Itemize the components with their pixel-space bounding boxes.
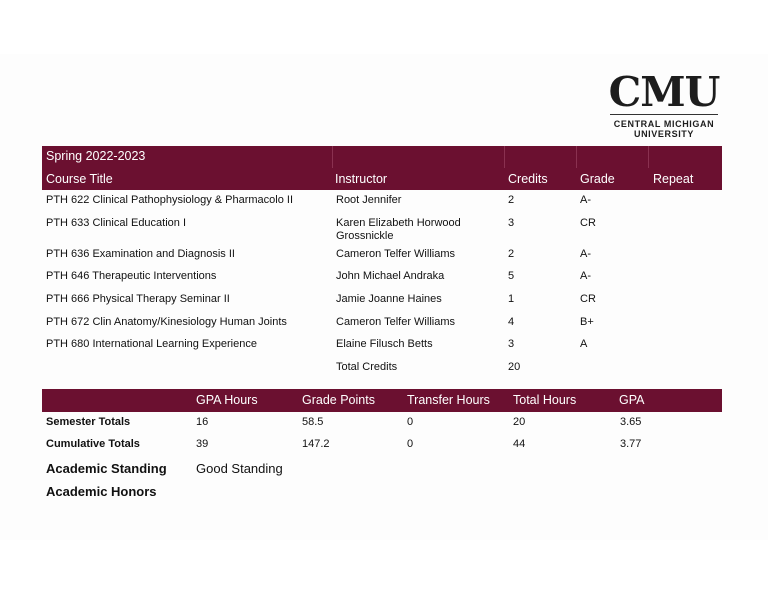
logo-line-1: CENTRAL MICHIGAN (613, 119, 715, 129)
course-title: PTH 636 Examination and Diagnosis II (46, 248, 235, 260)
course-instructor-line-2: Grossnickle (336, 230, 394, 242)
course-grade: CR (580, 293, 596, 305)
column-divider (648, 146, 649, 168)
course-credits: 2 (508, 248, 515, 260)
cumulative-gpa-hours: 39 (196, 438, 209, 450)
course-title: PTH 646 Therapeutic Interventions (46, 270, 217, 282)
academic-honors-label: Academic Honors (46, 484, 157, 499)
cumulative-gpa: 3.77 (620, 438, 642, 450)
course-instructor: Karen Elizabeth Horwood (336, 217, 461, 229)
logo-line-2: UNIVERSITY (633, 129, 694, 139)
course-instructor: Root Jennifer (336, 194, 402, 206)
course-grade: B+ (580, 316, 594, 328)
course-grade: A- (580, 194, 591, 206)
course-credits: 3 (508, 217, 515, 229)
course-title: PTH 633 Clinical Education I (46, 217, 187, 229)
course-credits: 5 (508, 270, 515, 282)
course-title: PTH 680 International Learning Experience (46, 338, 257, 350)
logo-rule (610, 114, 718, 115)
course-instructor: John Michael Andraka (336, 270, 445, 282)
semester-totals-label: Semester Totals (46, 416, 131, 428)
cumulative-total-hours: 44 (513, 438, 526, 450)
column-divider (332, 146, 333, 168)
header-course-title: Course Title (46, 172, 113, 186)
course-grade: A- (580, 270, 591, 282)
semester-transfer-hours: 0 (407, 416, 414, 428)
total-credits-value: 20 (508, 361, 521, 373)
course-credits: 1 (508, 293, 515, 305)
course-grade: A (580, 338, 588, 350)
course-instructor: Jamie Joanne Haines (336, 293, 442, 305)
header-grade: Grade (580, 172, 615, 186)
header-instructor: Instructor (335, 172, 388, 186)
cumulative-transfer-hours: 0 (407, 438, 414, 450)
course-instructor: Cameron Telfer Williams (336, 316, 455, 328)
header-credits: Credits (508, 172, 548, 186)
column-divider (576, 146, 577, 168)
course-instructor: Cameron Telfer Williams (336, 248, 455, 260)
semester-gpa: 3.65 (620, 416, 642, 428)
semester-grade-points: 58.5 (302, 416, 324, 428)
term-label: Spring 2022-2023 (46, 149, 146, 163)
academic-standing-value: Good Standing (196, 461, 283, 476)
course-title: PTH 622 Clinical Pathophysiology & Pharmacolo II (46, 194, 294, 206)
cumulative-totals-label: Cumulative Totals (46, 438, 140, 450)
header-total-hours: Total Hours (513, 393, 577, 407)
semester-gpa-hours: 16 (196, 416, 209, 428)
logo-wordmark: CMU (608, 68, 720, 116)
course-credits: 3 (508, 338, 515, 350)
cmu-logo (606, 68, 722, 144)
totals-header-bar (42, 389, 722, 412)
course-header-bar (42, 168, 722, 190)
course-grade: A- (580, 248, 591, 260)
course-credits: 4 (508, 316, 515, 328)
term-header-bar (42, 146, 722, 168)
cumulative-grade-points: 147.2 (302, 438, 330, 450)
header-gpa-hours: GPA Hours (196, 393, 258, 407)
course-credits: 2 (508, 194, 515, 206)
total-credits-label: Total Credits (336, 361, 398, 373)
header-repeat: Repeat (653, 172, 694, 186)
course-grade: CR (580, 217, 596, 229)
course-title: PTH 672 Clin Anatomy/Kinesiology Human Joints (46, 316, 287, 328)
header-transfer-hours: Transfer Hours (407, 393, 490, 407)
column-divider (504, 146, 505, 168)
header-gpa: GPA (619, 393, 645, 407)
course-instructor: Elaine Filusch Betts (336, 338, 433, 350)
course-title: PTH 666 Physical Therapy Seminar II (46, 293, 230, 305)
academic-standing-label: Academic Standing (46, 461, 167, 476)
semester-total-hours: 20 (513, 416, 526, 428)
header-grade-points: Grade Points (302, 393, 375, 407)
